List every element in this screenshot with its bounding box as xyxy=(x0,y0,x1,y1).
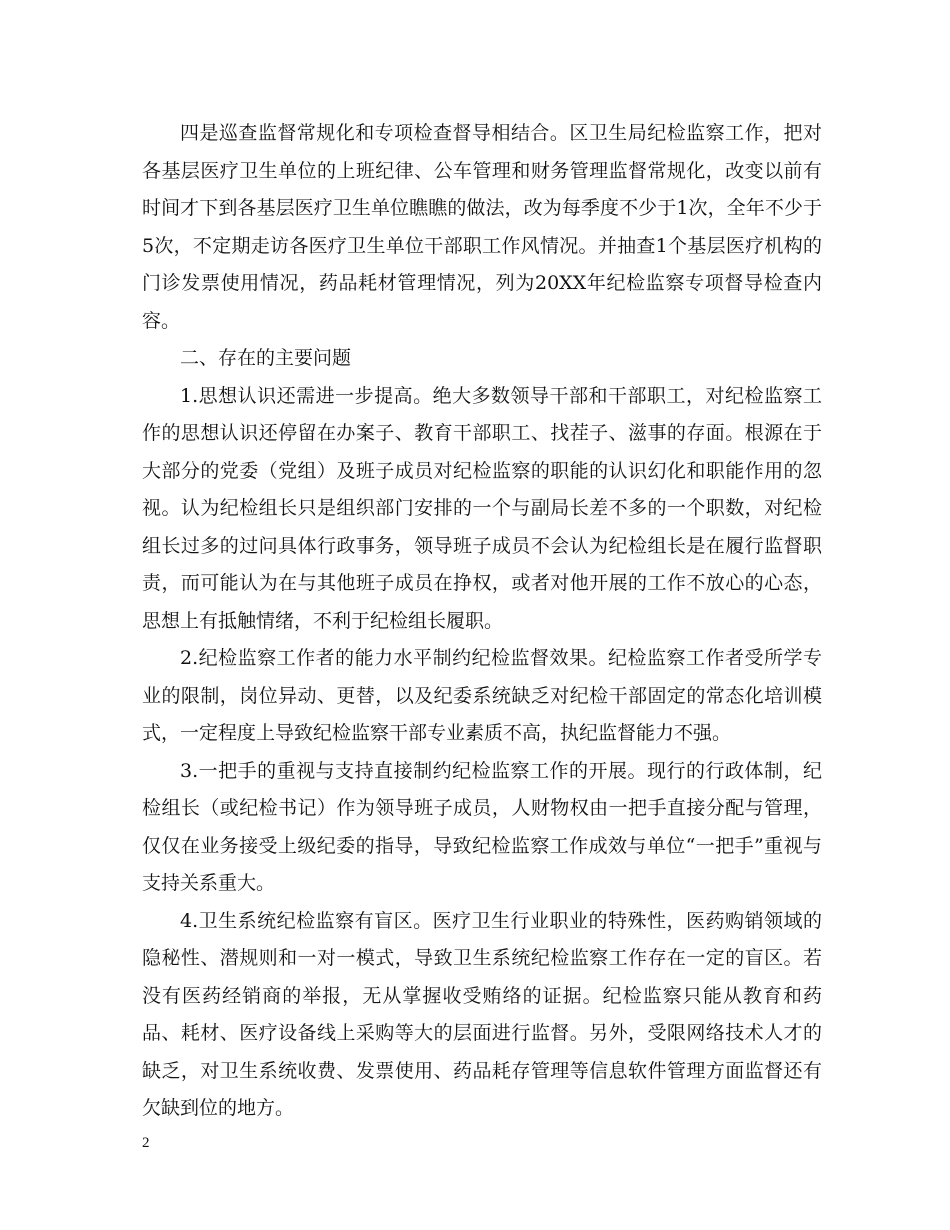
paragraph-problem-1: 1.思想认识还需进一步提高。绝大多数领导干部和干部职工，对纪检监察工作的思想认识还停留在办案子、教育干部职工、找茬子、滋事的存面。根源在于大部分的党委（党组）及班子成员对纪检监察的职能的认识幻化和职能作用的忽视。认为纪检组长只是组织部门安排的一个与副局长差不多的一个职数，对纪检组长过多的过问具体行政事务，领导班子成员不会认为纪检组长是在履行监督职责，而可能认为在与其他班子成员在挣权，或者对他开展的工作不放心的心态，思想上有抵触情绪，不利于纪检组长履职。 xyxy=(142,384,822,632)
section-heading-main-problems: 二、存在的主要问题 xyxy=(180,347,352,369)
page-number: 2 xyxy=(142,1135,150,1151)
paragraph-problem-3: 3.一把手的重视与支持直接制约纪检监察工作的开展。现行的行政体制，纪检组长（或纪检书记）作为领导班子成员，人财物权由一把手直接分配与管理，仅仅在业务接受上级纪委的指导，导致纪检监察工作成效与单位“一把手”重视与支持关系重大。 xyxy=(142,759,822,894)
paragraph-problem-4: 4.卫生系统纪检监察有盲区。医疗卫生行业职业的特殊性，医药购销领域的隐秘性、潜规则和一对一模式，导致卫生系统纪检监察工作存在一定的盲区。若没有医药经销商的举报，无从掌握收受贿络的证据。纪检监察只能从教育和药品、耗材、医疗设备线上采购等大的层面进行监督。另外，受限网络技术人才的缺乏，对卫生系统收费、发票使用、药品耗存管理等信息软件管理方面监督还有欠缺到位的地方。 xyxy=(142,909,822,1119)
document-body xyxy=(142,115,822,1128)
paragraph-problem-2: 2.纪检监察工作者的能力水平制约纪检监督效果。纪检监察工作者受所学专业的限制，岗位异动、更替，以及纪委系统缺乏对纪检干部固定的常态化培训模式，一定程度上导致纪检监察干部专业素质不高，执纪监督能力不强。 xyxy=(142,647,822,744)
paragraph-inspection-normalization: 四是巡查监督常规化和专项检查督导相结合。区卫生局纪检监察工作，把对各基层医疗卫生单位的上班纪律、公车管理和财务管理监督常规化，改变以前有时间才下到各基层医疗卫生单位瞧瞧的做法，改为每季度不少于1次，全年不少于5次，不定期走访各医疗卫生单位干部职工作风情况。并抽查1个基层医疗机构的门诊发票使用情况，药品耗材管理情况，列为20XX年纪检监察专项督导检查内容。 xyxy=(142,122,822,332)
